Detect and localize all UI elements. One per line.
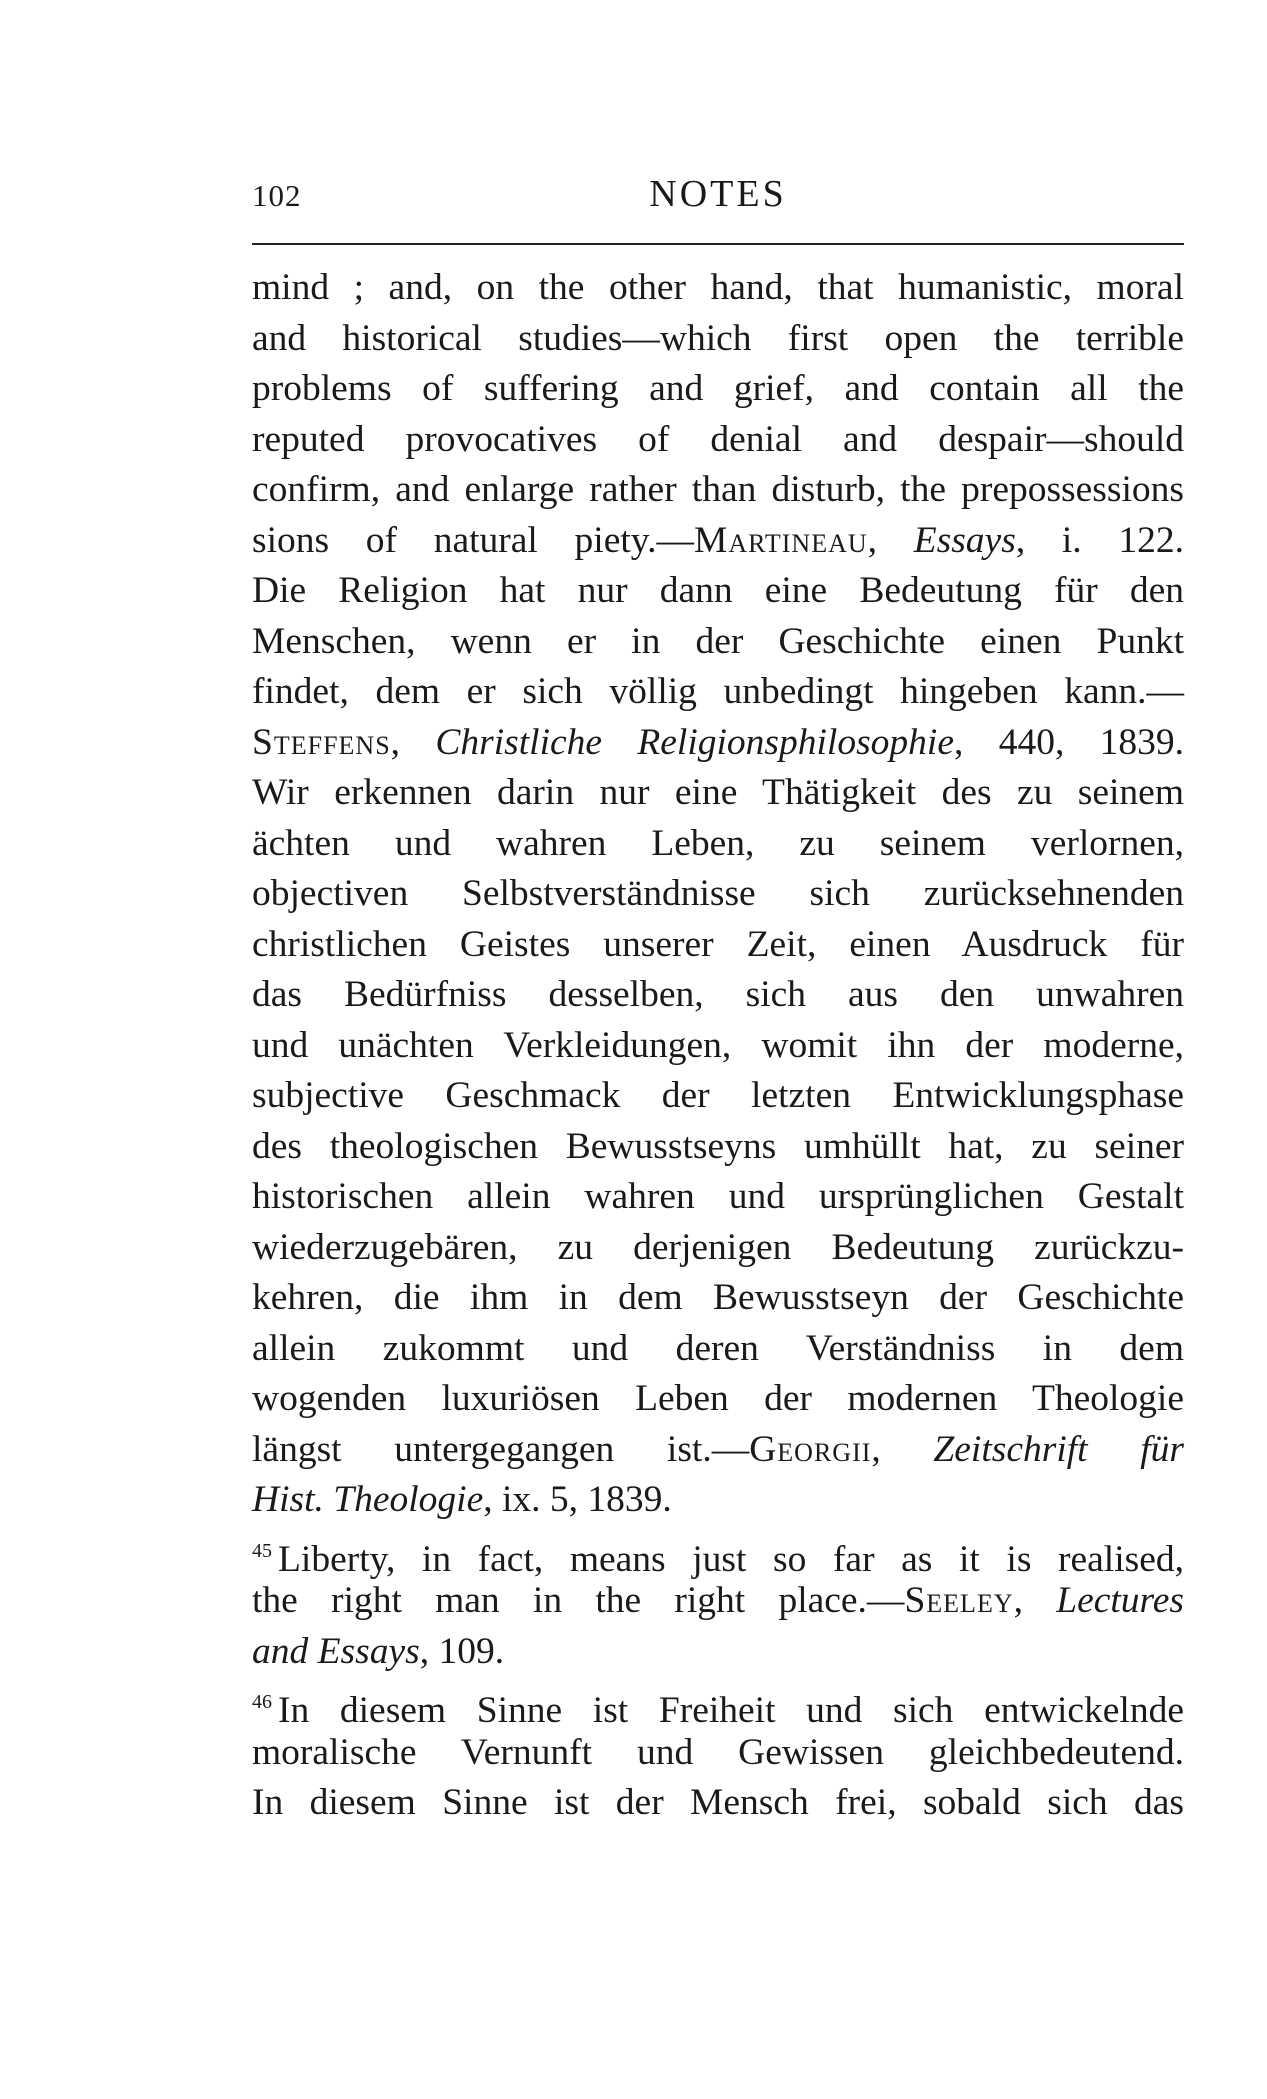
text-line: problems of suffering and grief, and contain all the: [252, 368, 1184, 409]
work-title: Lectures: [1056, 1580, 1184, 1621]
text-line: Hist. Theologie, ix. 5, 1839.: [252, 1479, 672, 1520]
author-name: Steffens: [252, 721, 391, 763]
work-title: and Essays: [252, 1630, 420, 1672]
line-text: Liberty, in fact, means just so far as it is realised,: [278, 1538, 1184, 1580]
text-line: findet, dem er sich völlig unbedingt hingeben kann.—: [252, 671, 1184, 712]
text-line: objectiven Selbstverständnisse sich zurücksehnenden: [252, 873, 1184, 914]
text-line: [252, 1526, 1184, 1580]
page-header: [252, 172, 1184, 232]
author-name: Georgii: [749, 1428, 872, 1470]
running-head: NOTES: [649, 173, 787, 215]
citation: 109.: [438, 1630, 505, 1672]
header-rule: [252, 243, 1184, 245]
text-line: [252, 1677, 1184, 1731]
text-line: das Bedürfniss desselben, sich aus den unwahren: [252, 974, 1184, 1015]
text-line: subjective Geschmack der letzten Entwicklungsphase: [252, 1075, 1184, 1116]
author-name: Seeley: [904, 1580, 1014, 1621]
text-line: wiederzugebären, zu derjenigen Bedeutung zurückzu-: [252, 1226, 1184, 1268]
text-line: In diesem Sinne ist der Mensch frei, sobald sich das: [252, 1782, 1184, 1823]
line-text: the right man in the right place.—: [252, 1580, 905, 1621]
citation: 440, 1839.: [998, 721, 1185, 763]
text-line: reputed provocatives of denial and despair—should: [252, 418, 1184, 460]
citation: i. 122.: [1061, 519, 1185, 561]
text-line: mind ; and, on the other hand, that humanistic, moral: [252, 267, 1184, 308]
line-text: längst untergegangen ist.—: [252, 1428, 750, 1470]
text-line: historischen allein wahren und ursprünglichen Gestalt: [252, 1176, 1184, 1217]
text-line: Steffens, Christliche Religionsphilosophie, 440, 1839.: [252, 721, 1185, 763]
footnote-number: 46: [252, 1691, 272, 1713]
line-text: sions of natural piety.—: [252, 519, 694, 561]
text-line: und unächten Verkleidungen, womit ihn der moderne,: [252, 1024, 1184, 1066]
author-name: Martineau: [693, 519, 868, 561]
work-title: Hist. Theologie: [252, 1479, 484, 1520]
notes-text: [252, 263, 1184, 1829]
citation: ix. 5, 1839.: [502, 1479, 672, 1520]
text-line: christlichen Geistes unserer Zeit, einen Ausdruck für: [252, 923, 1184, 965]
text-line: Die Religion hat nur dann eine Bedeutung für den: [252, 570, 1184, 611]
text-line: kehren, die ihm in dem Bewusstseyn der Geschichte: [252, 1277, 1184, 1318]
text-line: confirm, and enlarge rather than disturb, the prepossessions: [252, 469, 1184, 510]
page-number: 102: [252, 178, 302, 213]
text-line: and historical studies—which first open the terrible: [252, 317, 1184, 359]
footnote-number: 45: [252, 1539, 272, 1562]
text-line: längst untergegangen ist.—Georgii, Zeitschrift für: [252, 1428, 1184, 1470]
line-text: In diesem Sinne ist Freiheit und sich entwickelnde: [278, 1690, 1184, 1731]
work-title: Zeitschrift für: [933, 1428, 1184, 1470]
text-line: Wir erkennen darin nur eine Thätigkeit des zu seinem: [252, 772, 1184, 813]
text-line: ächten und wahren Leben, zu seinem verlornen,: [252, 822, 1184, 864]
text-line: Menschen, wenn er in der Geschichte einen Punkt: [252, 620, 1184, 662]
work-title: Essays: [913, 519, 1016, 561]
text-line: moralische Vernunft und Gewissen gleichbedeutend.: [252, 1731, 1184, 1773]
text-line: des theologischen Bewusstseyns umhüllt hat, zu seiner: [252, 1125, 1184, 1167]
text-line: allein zukommt und deren Verständniss in dem: [252, 1327, 1184, 1369]
text-line: the right man in the right place.—Seeley, Lectures: [252, 1580, 1184, 1621]
text-line: wogenden luxuriösen Leben der modernen Theologie: [252, 1378, 1184, 1419]
text-line: and Essays, 109.: [252, 1630, 505, 1672]
work-title: Christliche Religionsphilosophie: [435, 721, 954, 763]
text-line: sions of natural piety.—Martineau, Essays, i. 122.: [252, 519, 1185, 561]
